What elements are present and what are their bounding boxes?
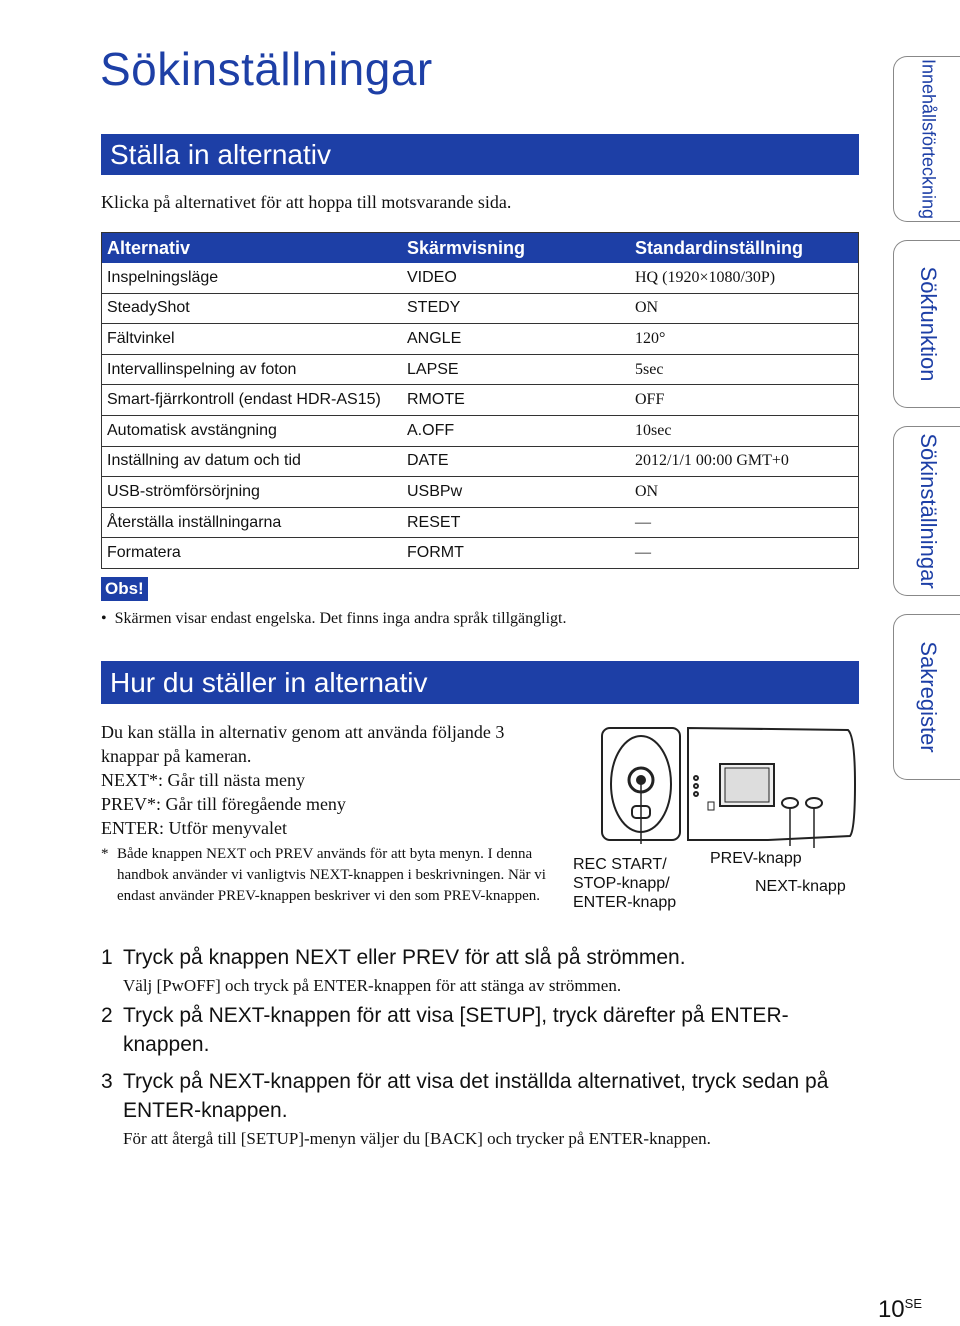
step-2	[101, 1001, 861, 1059]
option-name-cell[interactable]: SteadyShot	[102, 293, 403, 324]
default-cell: ON	[630, 477, 859, 508]
obs-bullet	[101, 610, 567, 628]
step-text: Tryck på NEXT-knappen för att visa det inställda alternativet, tryck sedan på ENTER-knappen.	[123, 1070, 829, 1122]
intro-text: Klicka på alternativet för att hoppa till motsvarande sida.	[101, 192, 512, 212]
table-row	[102, 293, 859, 324]
display-cell: A.OFF	[402, 415, 630, 446]
table-row	[102, 446, 859, 477]
table-row	[102, 385, 859, 416]
how-to-text	[101, 720, 561, 907]
footnote-mark: *	[101, 846, 109, 862]
options-table-body	[102, 263, 859, 568]
footnote	[101, 844, 567, 907]
display-cell: RESET	[402, 507, 630, 538]
how-to-intro: Du kan ställa in alternativ genom att använda följande 3 knappar på kameran.	[101, 722, 505, 766]
col-header-default: Standardinställning	[630, 233, 859, 264]
default-cell: OFF	[630, 385, 859, 416]
display-cell: DATE	[402, 446, 630, 477]
step-subtext: Välj [PwOFF] och tryck på ENTER-knappen för att stänga av strömmen.	[123, 976, 622, 995]
step-number: 2	[101, 1004, 113, 1027]
obs-bullet-text: Skärmen visar endast engelska. Det finns inga andra språk tillgängligt.	[114, 610, 567, 627]
table-row	[102, 477, 859, 508]
tab-search-function-label: Sökfunktion	[915, 266, 941, 382]
page-number	[878, 1296, 922, 1324]
table-row	[102, 415, 859, 446]
section-heading-set-options: Ställa in alternativ	[101, 134, 859, 175]
option-name-cell[interactable]: Återställa inställningarna	[102, 507, 403, 538]
option-name-cell[interactable]: Smart-fjärrkontroll (endast HDR-AS15)	[102, 385, 403, 416]
default-cell: 10sec	[630, 415, 859, 446]
col-header-option: Alternativ	[102, 233, 403, 264]
prev-button-label: PREV-knapp	[710, 850, 802, 867]
page-number-value: 10	[877, 1296, 905, 1323]
prev-button-icon	[782, 798, 798, 808]
display-cell: RMOTE	[402, 385, 630, 416]
display-cell: VIDEO	[402, 263, 630, 293]
camera-diagram	[560, 718, 860, 848]
next-description: NEXT*: Går till nästa meny	[101, 770, 305, 790]
next-button-icon	[806, 798, 822, 808]
option-name-cell[interactable]: Automatisk avstängning	[102, 415, 403, 446]
tab-search-settings-label: Sökinställningar	[915, 433, 941, 589]
display-cell: USBPw	[402, 477, 630, 508]
tab-contents-label: Innehållsförteckning	[918, 58, 938, 220]
options-table	[101, 232, 859, 569]
footnote-text: Både knappen NEXT och PREV används för att byta menyn. I denna handbok använder vi vanligtvis NEXT-knappen i beskrivningen. När vi endast använder PREV-knappen beskriver vi den som PREV-knappen.	[117, 846, 546, 904]
default-cell: 2012/1/1 00:00 GMT+0	[630, 446, 859, 477]
default-cell: 120°	[630, 324, 859, 355]
step-number: 3	[101, 1070, 113, 1093]
rec-button-label	[573, 855, 676, 912]
rec-label-line3: ENTER-knapp	[573, 894, 677, 911]
step-text: Tryck på NEXT-knappen för att visa [SETUP], tryck därefter på ENTER-knappen.	[123, 1004, 789, 1056]
bullet-dot: •	[101, 610, 115, 627]
display-cell: FORMT	[402, 538, 630, 569]
tab-search-function[interactable]	[893, 240, 960, 408]
default-cell: —	[630, 538, 859, 569]
table-row	[102, 354, 859, 385]
tab-index[interactable]	[893, 614, 960, 780]
step-number: 1	[101, 946, 113, 969]
prev-description: PREV*: Går till föregående meny	[101, 794, 346, 814]
rec-label-line1: REC START/	[573, 856, 667, 873]
next-button-label: NEXT-knapp	[755, 878, 846, 895]
step-text: Tryck på knappen NEXT eller PREV för att slå på strömmen.	[123, 946, 686, 969]
default-cell: —	[630, 507, 859, 538]
step-subtext: För att återgå till [SETUP]-menyn väljer du [BACK] och trycker på ENTER-knappen.	[123, 1129, 711, 1148]
section-heading-how-to: Hur du ställer in alternativ	[101, 661, 859, 704]
option-name-cell[interactable]: Formatera	[102, 538, 403, 569]
table-header-row	[102, 233, 859, 264]
option-name-cell[interactable]: Intervallinspelning av foton	[102, 354, 403, 385]
default-cell: 5sec	[630, 354, 859, 385]
table-row	[102, 538, 859, 569]
camera-side-view	[688, 728, 855, 840]
default-cell: ON	[630, 293, 859, 324]
enter-description: ENTER: Utför menyvalet	[101, 818, 287, 838]
step-1	[101, 943, 861, 997]
step-3	[101, 1067, 861, 1150]
display-cell: ANGLE	[402, 324, 630, 355]
table-row	[102, 263, 859, 293]
option-name-cell[interactable]: USB-strömförsörjning	[102, 477, 403, 508]
option-name-cell[interactable]: Fältvinkel	[102, 324, 403, 355]
default-cell: HQ (1920×1080/30P)	[630, 263, 859, 293]
col-header-display: Skärmvisning	[402, 233, 630, 264]
option-name-cell[interactable]: Inspelningsläge	[102, 263, 403, 293]
table-row	[102, 324, 859, 355]
rec-label-line2: STOP-knapp/	[573, 875, 670, 892]
page-suffix: SE	[904, 1296, 922, 1311]
obs-label: Obs!	[101, 577, 148, 601]
table-row	[102, 507, 859, 538]
tab-index-label: Sakregister	[915, 641, 941, 753]
tab-search-settings[interactable]	[893, 426, 960, 596]
tab-contents[interactable]	[893, 56, 960, 222]
page-title: Sökinställningar	[100, 43, 433, 95]
display-cell: STEDY	[402, 293, 630, 324]
display-cell: LAPSE	[402, 354, 630, 385]
option-name-cell[interactable]: Inställning av datum och tid	[102, 446, 403, 477]
